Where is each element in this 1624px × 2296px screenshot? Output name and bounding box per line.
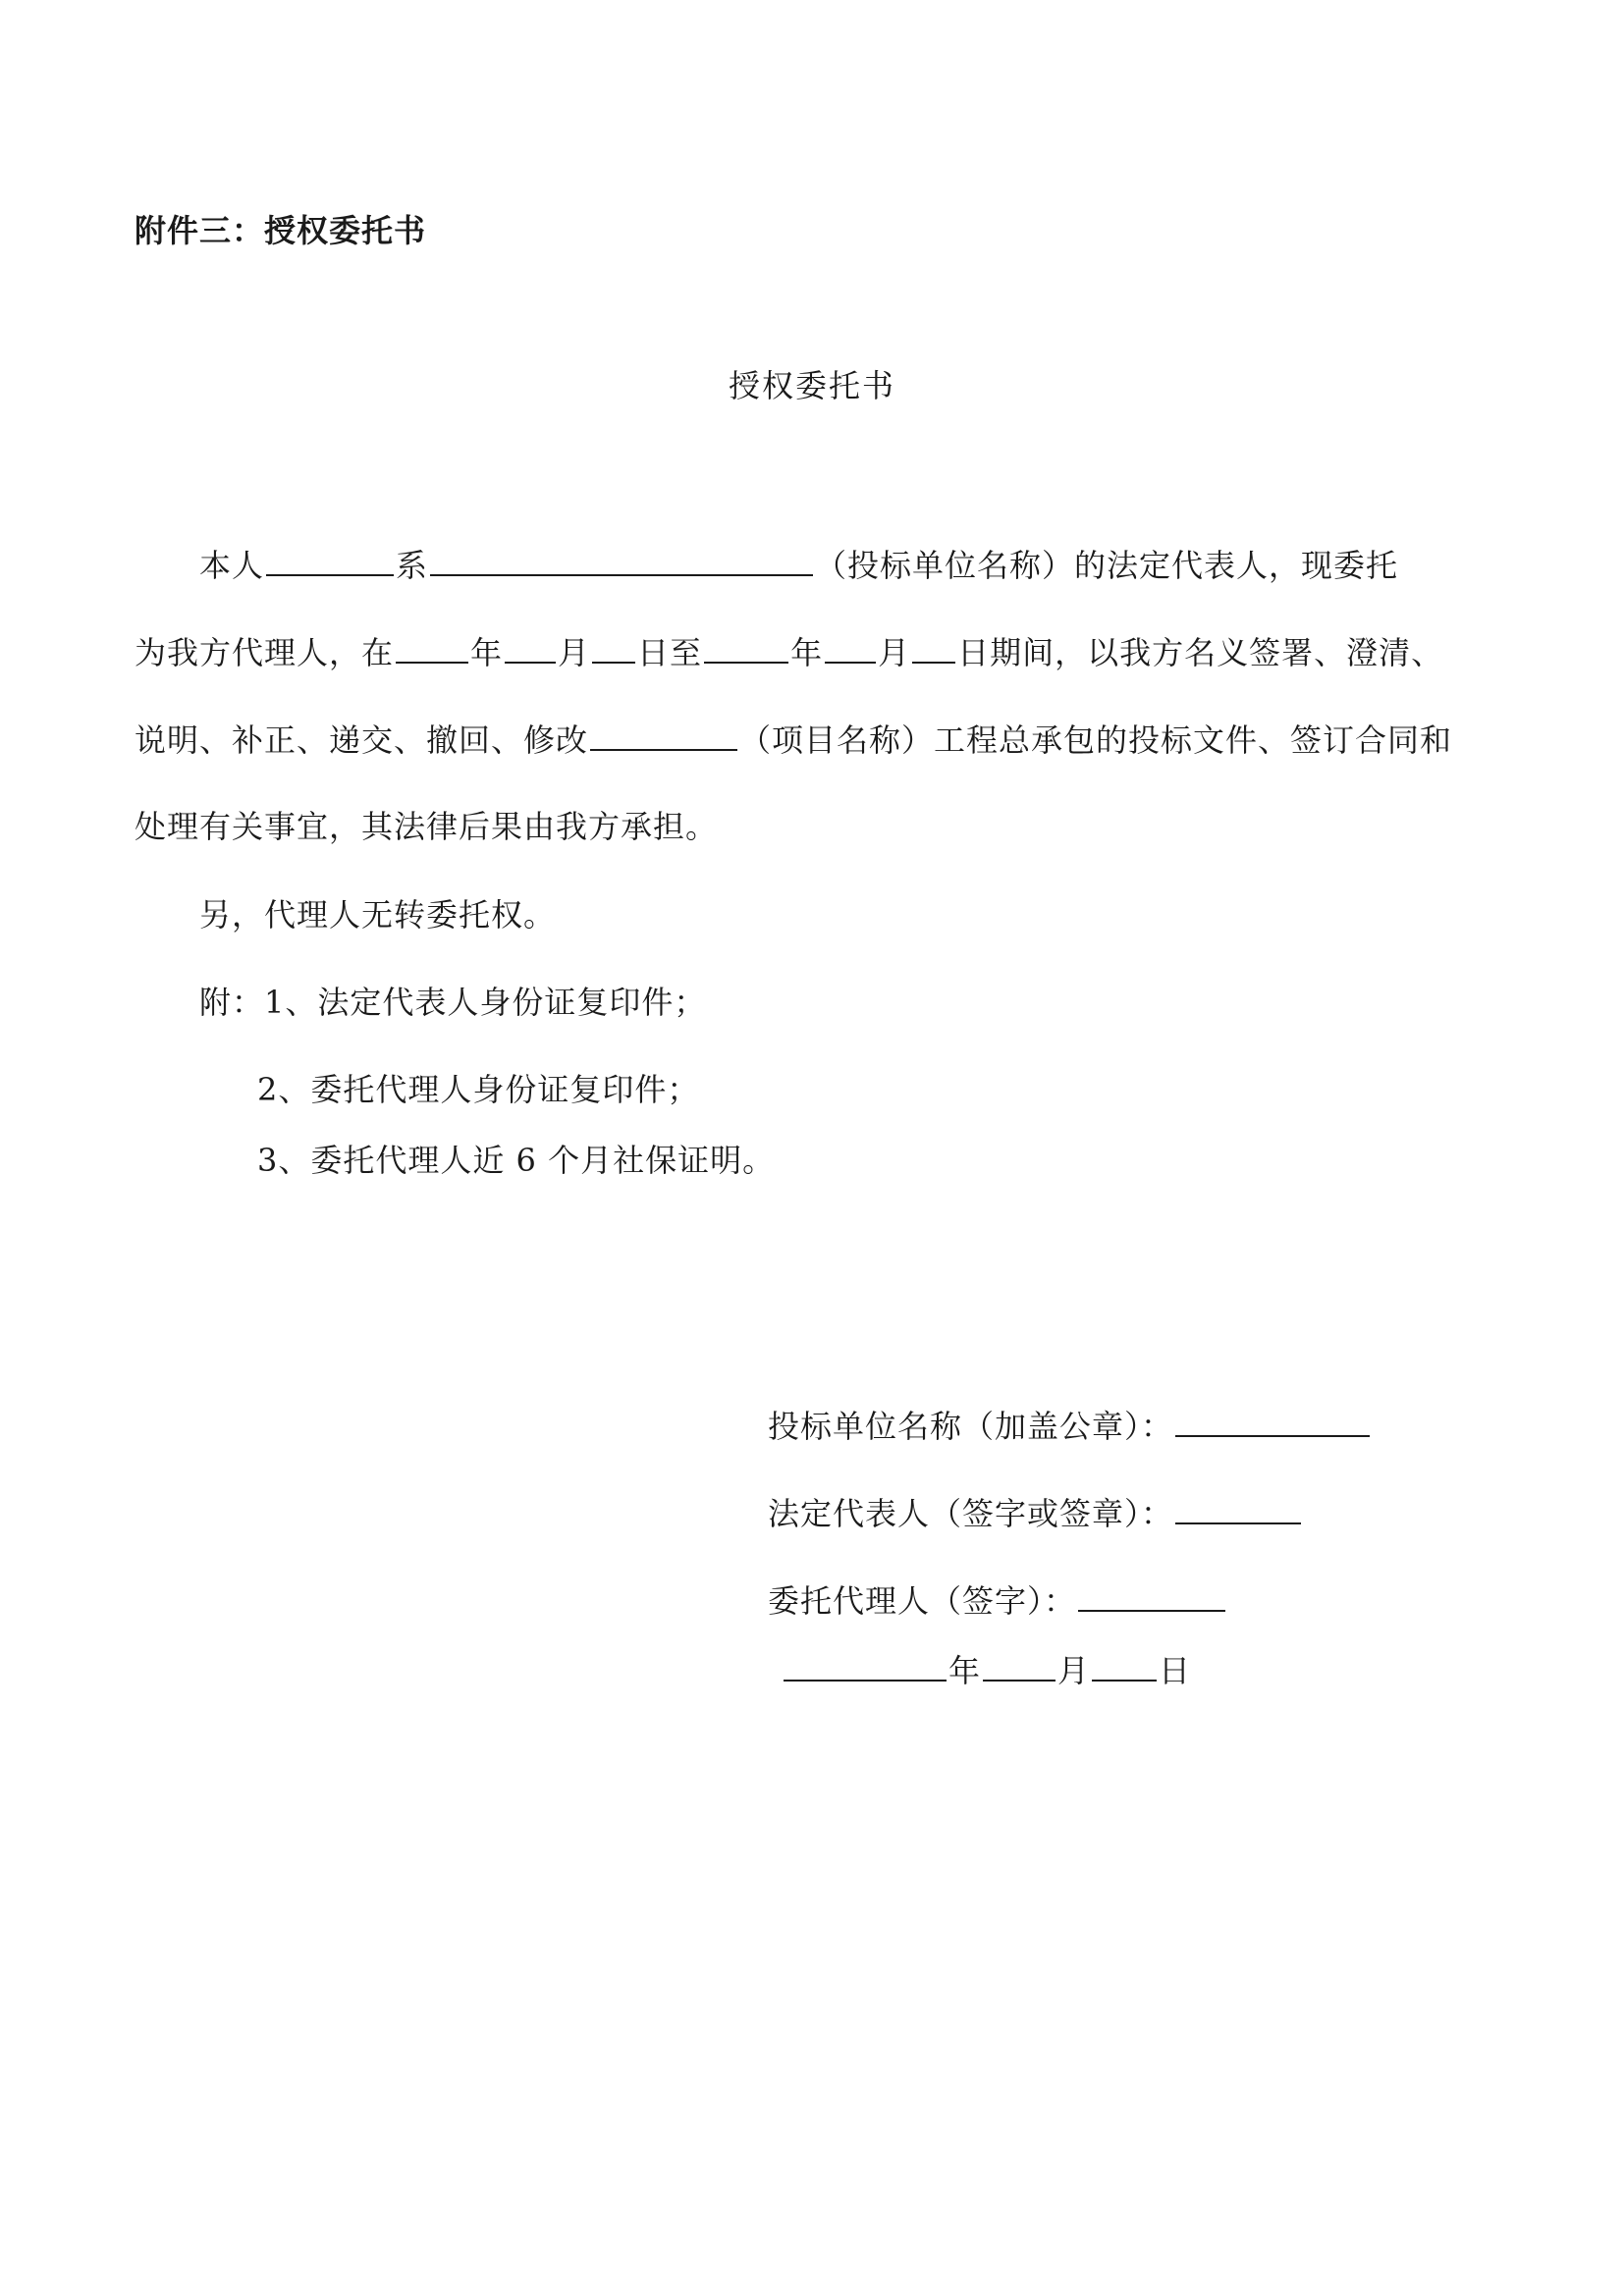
paragraph-no-subdelegation: 另，代理人无转委托权。: [199, 896, 557, 934]
text-actions: 说明、补正、递交、撤回、修改: [135, 721, 589, 759]
attachment-item-2: 2、委托代理人身份证复印件；: [257, 1071, 700, 1108]
agent-label: 委托代理人（签字）：: [768, 1582, 1077, 1620]
bidder-seal-label: 投标单位名称（加盖公章）：: [768, 1408, 1174, 1445]
text-year-1: 年: [470, 634, 504, 671]
text-month-2: 月: [878, 634, 911, 671]
text-xi: 系: [396, 547, 429, 584]
signature-date: [782, 1646, 1191, 1691]
date-month-label: 月: [1057, 1652, 1091, 1689]
date-year-field[interactable]: [784, 1650, 947, 1682]
date-day-field[interactable]: [1092, 1650, 1157, 1682]
text-period-clause: 日期间，以我方名义签署、澄清、: [957, 634, 1444, 671]
date-month-field[interactable]: [983, 1650, 1056, 1682]
bidder-seal-field[interactable]: [1175, 1406, 1370, 1437]
signature-bidder: [768, 1402, 1372, 1447]
signature-legal-rep: [768, 1489, 1303, 1534]
paragraph-line-1: [199, 541, 1398, 586]
date-year-label: 年: [948, 1652, 982, 1689]
blank-end-month[interactable]: [825, 630, 876, 664]
blank-bidder-name[interactable]: [430, 543, 813, 576]
attachment-prefix: 附：: [199, 984, 265, 1021]
text-legal-rep-clause: （投标单位名称）的法定代表人，现委托: [815, 547, 1399, 584]
blank-principal-name[interactable]: [266, 543, 394, 576]
attachment-heading: 附件三：授权委托书: [135, 212, 427, 249]
attachment-item-1: [199, 978, 706, 1023]
attachment-text: 1、法定代表人身份证复印件；: [264, 984, 707, 1021]
attachment-item-3: 3、委托代理人近 6 个月社保证明。: [257, 1142, 776, 1179]
blank-start-year[interactable]: [396, 630, 468, 664]
blank-start-month[interactable]: [505, 630, 556, 664]
document-title: 授权委托书: [728, 367, 895, 404]
paragraph-line-2: [135, 628, 1443, 673]
text-day-1: 日至: [637, 634, 703, 671]
agent-signature-field[interactable]: [1078, 1580, 1225, 1612]
text-ben-ren: 本人: [199, 547, 265, 584]
paragraph-line-3: [135, 716, 1452, 761]
blank-start-day[interactable]: [592, 630, 635, 664]
paragraph-line-4: 处理有关事宜，其法律后果由我方承担。: [135, 808, 719, 845]
text-agent-clause: 为我方代理人，在: [135, 634, 395, 671]
legal-rep-signature-field[interactable]: [1175, 1493, 1301, 1524]
blank-project-name[interactable]: [590, 718, 737, 751]
legal-rep-label: 法定代表人（签字或签章）：: [768, 1495, 1174, 1532]
text-project-clause: （项目名称）工程总承包的投标文件、签订合同和: [739, 721, 1453, 759]
date-day-label: 日: [1159, 1652, 1192, 1689]
text-month-1: 月: [558, 634, 591, 671]
blank-end-year[interactable]: [704, 630, 788, 664]
blank-end-day[interactable]: [912, 630, 955, 664]
text-year-2: 年: [790, 634, 824, 671]
signature-agent: [768, 1576, 1227, 1622]
